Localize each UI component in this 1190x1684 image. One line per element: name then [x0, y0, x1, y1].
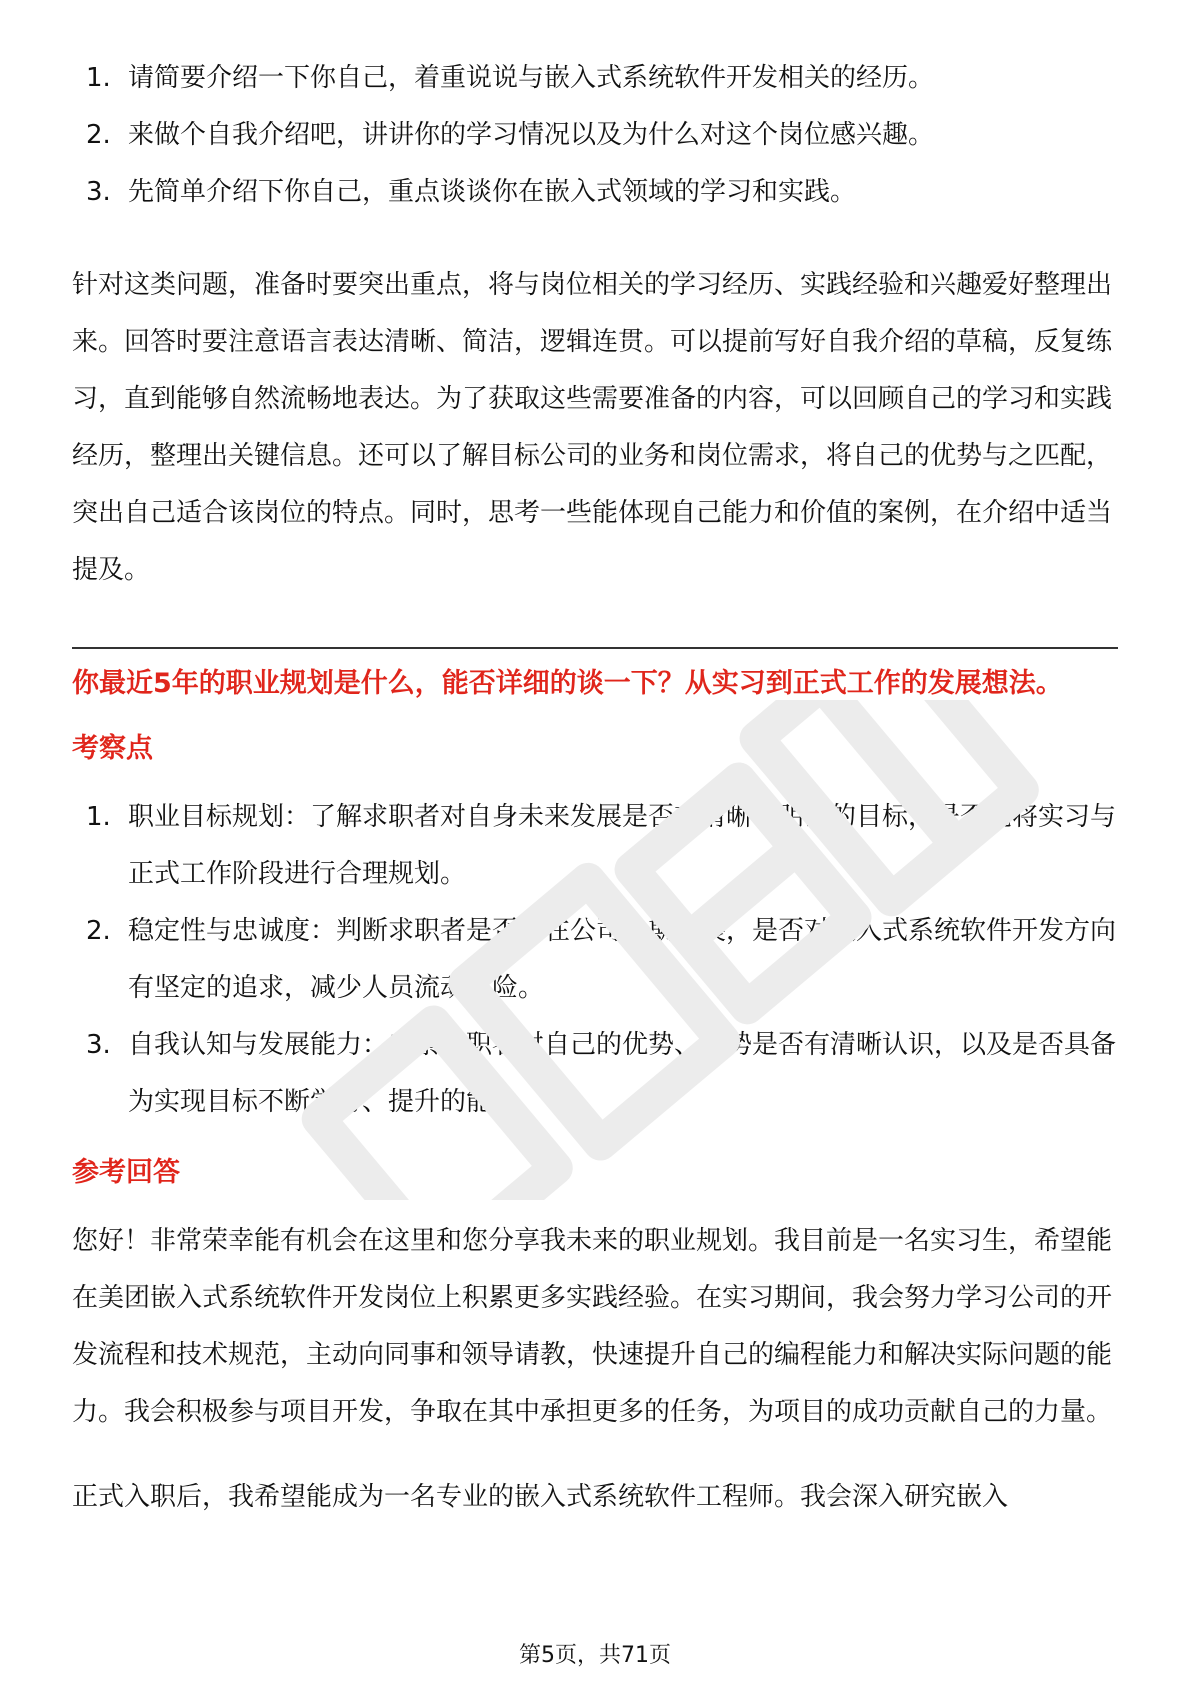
list-item-text: 稳定性与忠诚度：判断求职者是否能在公司长期发展，是否对嵌入式系统软件开发方向有坚定的追求，减少人员流动风险。: [128, 916, 1117, 1003]
spacer: [72, 1441, 1118, 1469]
list-item: [72, 164, 1118, 221]
answer-paragraph: 正式入职后，我希望能成为一名专业的嵌入式系统软件工程师。我会深入研究嵌入: [72, 1482, 1009, 1512]
list-number: 3.: [86, 1030, 111, 1060]
page-content: [72, 50, 1118, 1526]
list-item-text: 职业目标规划：了解求职者对自身未来发展是否有清晰、明确的目标，是否能将实习与正式工作阶段进行合理规划。: [128, 802, 1117, 889]
list-item: [72, 903, 1118, 1017]
list-item-text: 请简要介绍一下你自己，着重说说与嵌入式系统软件开发相关的经历。: [128, 63, 935, 93]
list-number: 1.: [86, 802, 111, 832]
spacer: [72, 701, 1118, 729]
list-item: [72, 107, 1118, 164]
list-item: [72, 50, 1118, 107]
spacer: [72, 1131, 1118, 1153]
focus-heading: 考察点: [72, 733, 153, 764]
spacer: [72, 769, 1118, 789]
list-number: 1.: [86, 63, 111, 93]
section-divider: [72, 647, 1118, 649]
interview-question-heading: 你最近5年的职业规划是什么，能否详细的谈一下？从实习到正式工作的发展想法。: [72, 668, 1063, 699]
advice-paragraph: 针对这类问题，准备时要突出重点，将与岗位相关的学习经历、实践经验和兴趣爱好整理出来。回答时要注意语言表达清晰、简洁，逻辑连贯。可以提前写好自我介绍的草稿，反复练习，直到能够自然流畅地表达。为了获取这些需要准备的内容，可以回顾自己的学习和实践经历，整理出关键信息。还可以了解目标公司的业务和岗位需求，将自己的优势与之匹配，突出自己适合该岗位的特点。同时，思考一些能体现自己能力和价值的案例，在介绍中适当提及。: [72, 270, 1113, 585]
focus-point-list: [72, 789, 1118, 1131]
list-item: [72, 789, 1118, 903]
list-number: 2.: [86, 916, 111, 946]
page-footer: 第5页，共71页: [519, 1643, 671, 1668]
answer-paragraph: 您好！非常荣幸能有机会在这里和您分享我未来的职业规划。我目前是一名实习生，希望能在美团嵌入式系统软件开发岗位上积累更多实践经验。在实习期间，我会努力学习公司的开发流程和技术规范，主动向同事和领导请教，快速提升自己的编程能力和解决实际问题的能力。我会积极参与项目开发，争取在其中承担更多的任务，为项目的成功贡献自己的力量。: [72, 1226, 1113, 1427]
list-number: 2.: [86, 120, 111, 150]
intro-question-list: [72, 50, 1118, 221]
spacer: [72, 1193, 1118, 1213]
list-item-text: 自我认知与发展能力：考察求职者对自己的优势、劣势是否有清晰认识，以及是否具备为实现目标不断学习、提升的能力。: [128, 1030, 1117, 1117]
list-item-text: 来做个自我介绍吧，讲讲你的学习情况以及为什么对这个岗位感兴趣。: [128, 120, 935, 150]
list-item-text: 先简单介绍下你自己，重点谈谈你在嵌入式领域的学习和实践。: [128, 177, 857, 207]
list-number: 3.: [86, 177, 111, 207]
spacer: [72, 221, 1118, 257]
list-item: [72, 1017, 1118, 1131]
answer-heading: 参考回答: [72, 1157, 180, 1188]
